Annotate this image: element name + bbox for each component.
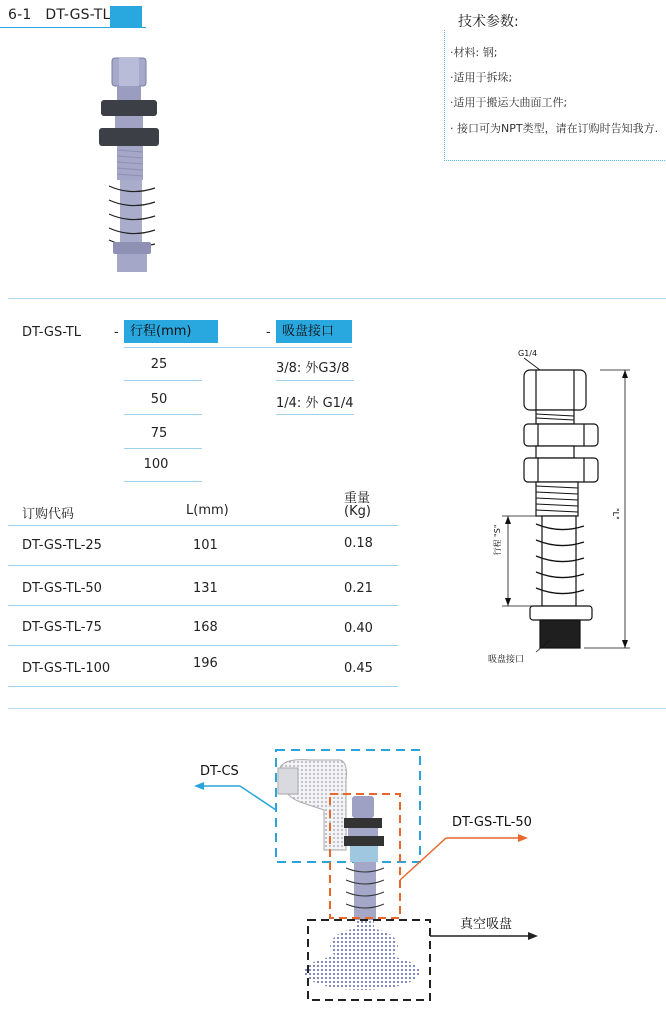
table-header-rule xyxy=(8,525,398,526)
config-underline xyxy=(124,347,352,348)
col-header-weight: 重量 xyxy=(344,491,371,506)
table-row-rule xyxy=(8,645,398,646)
length-dim: "L" xyxy=(611,508,620,520)
technical-drawing xyxy=(480,340,650,670)
assembly-illustration xyxy=(180,740,560,1008)
row-code: DT-GS-TL-100 xyxy=(22,661,111,676)
spec-item: ·适用于搬运大曲面工件; xyxy=(450,96,568,109)
port-note: 吸盘接口 xyxy=(488,655,525,665)
header-accent-block xyxy=(110,6,142,28)
stroke-option: 25 xyxy=(150,357,168,372)
option-divider xyxy=(276,414,354,415)
section-number: 6-1 xyxy=(8,7,32,23)
row-weight: 0.40 xyxy=(344,621,373,636)
port-option: 3/8: 外G3/8 xyxy=(276,361,350,376)
row-weight: 0.21 xyxy=(344,581,373,596)
table-row-rule xyxy=(8,686,398,687)
row-length: 101 xyxy=(193,538,218,553)
section-divider xyxy=(8,708,666,709)
option-divider xyxy=(124,481,202,482)
port-option: 1/4: 外 G1/4 xyxy=(276,396,354,411)
row-length: 168 xyxy=(193,620,218,635)
bracket-label: DT-CS xyxy=(200,764,239,779)
stroke-option: 50 xyxy=(150,392,168,407)
option-divider xyxy=(124,448,202,449)
col-header-length: L(mm) xyxy=(186,503,229,518)
config-dash: - xyxy=(114,325,119,340)
port-label: 吸盘接口 xyxy=(276,320,352,343)
product-image xyxy=(95,50,175,280)
option-divider xyxy=(124,414,202,415)
row-length: 196 xyxy=(193,656,218,671)
col-header-code: 订购代码 xyxy=(22,507,75,522)
row-weight: 0.18 xyxy=(344,536,373,551)
config-dash: - xyxy=(266,325,271,340)
row-length: 131 xyxy=(193,581,218,596)
cup-label: 真空吸盘 xyxy=(460,917,513,932)
stroke-option: 100 xyxy=(143,457,169,472)
spec-item: ·材料: 钢; xyxy=(450,46,498,59)
spec-item: · 接口可为NPT类型，请在订购时告知我方. xyxy=(450,122,659,135)
section-title xyxy=(8,7,111,23)
thread-label: G1/4 xyxy=(518,349,538,358)
stroke-option: 75 xyxy=(150,426,168,441)
header-underline xyxy=(0,27,146,28)
config-model: DT-GS-TL xyxy=(22,325,81,340)
model-name: DT-GS-TL xyxy=(45,7,111,23)
row-code: DT-GS-TL-75 xyxy=(22,620,102,635)
stroke-label: 行程(mm) xyxy=(124,320,218,343)
spec-item: ·适用于拆垛; xyxy=(450,71,513,84)
row-code: DT-GS-TL-50 xyxy=(22,581,102,596)
row-weight: 0.45 xyxy=(344,661,373,676)
option-divider xyxy=(276,380,354,381)
buffer-label: DT-GS-TL-50 xyxy=(452,815,532,830)
option-divider xyxy=(124,380,202,381)
table-row-rule xyxy=(8,605,398,606)
specs-title: 技术参数: xyxy=(458,14,519,30)
row-code: DT-GS-TL-25 xyxy=(22,538,102,553)
table-row-rule xyxy=(8,565,398,566)
section-divider xyxy=(8,298,666,299)
col-header-weight-unit: (Kg) xyxy=(344,504,371,519)
stroke-dim: 行程 "S" xyxy=(493,524,502,556)
